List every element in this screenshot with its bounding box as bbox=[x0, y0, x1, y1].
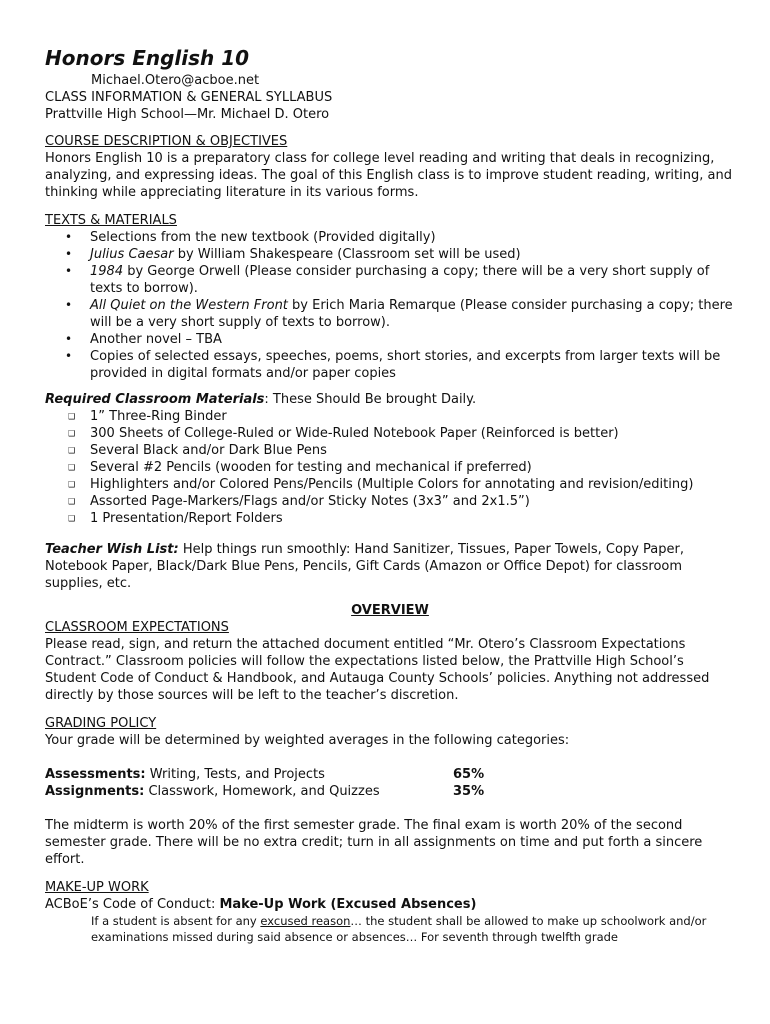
required-materials-list bbox=[45, 408, 735, 527]
checkbox-square-icon: ❑ bbox=[68, 480, 76, 489]
checkbox-square-icon: ❑ bbox=[68, 429, 76, 438]
texts-heading: TEXTS & MATERIALS bbox=[45, 213, 177, 228]
grading-heading: GRADING POLICY bbox=[45, 716, 157, 731]
grading-note: The midterm is worth 20% of the first semester grade. The final exam is worth 20% of the second semester grade. There will be no extra credit; turn in all assignments on time and put forth a sincere effort. bbox=[45, 818, 703, 867]
checkbox-square-icon: ❑ bbox=[68, 463, 76, 472]
overview-heading: OVERVIEW bbox=[351, 603, 429, 618]
makeup-policy-text: If a student is absent for any excused reason… the student shall be allowed to make up schoolwork and/or examinations missed during said absence or absences… For seventh through twelfth grade bbox=[91, 914, 707, 944]
course-heading: COURSE DESCRIPTION & OBJECTIVES bbox=[45, 134, 288, 149]
course-text: Honors English 10 is a preparatory class for college level reading and writing that deals in recognizing, analyzing, and expressing ideas. The goal of this English class is to improve student reading, writing, and thinking while appreciating literature in its various forms. bbox=[45, 151, 732, 200]
list-item: ❑ Several Black and/or Dark Blue Pens bbox=[68, 443, 327, 458]
list-item: • Another novel – TBA bbox=[65, 332, 222, 347]
list-item: • Selections from the new textbook (Provided digitally) bbox=[65, 230, 436, 245]
syllabus-page bbox=[45, 46, 735, 945]
checkbox-square-icon: ❑ bbox=[68, 446, 76, 455]
required-materials-heading: Required Classroom Materials: These Should Be brought Daily. bbox=[45, 392, 477, 407]
list-item: • 1984 by George Orwell (Please consider purchasing a copy; there will be a very short supply of texts to borrow). bbox=[65, 264, 710, 296]
list-item: • All Quiet on the Western Front by Erich Maria Remarque (Please consider purchasing a copy; there will be a very short supply of texts to borrow). bbox=[65, 298, 733, 330]
list-item: • Copies of selected essays, speeches, poems, short stories, and excerpts from larger texts will be provided in digital formats and/or paper copies bbox=[65, 349, 721, 381]
bullet-icon: • bbox=[65, 230, 73, 244]
bullet-icon: • bbox=[65, 247, 73, 261]
bullet-icon: • bbox=[65, 349, 73, 363]
checkbox-square-icon: ❑ bbox=[68, 514, 76, 523]
list-item: ❑ Assorted Page-Markers/Flags and/or Sticky Notes (3x3” and 2x1.5”) bbox=[68, 494, 530, 509]
texts-list bbox=[45, 229, 735, 382]
grade-row-assessments: Assessments: Writing, Tests, and Projects 65% bbox=[45, 767, 485, 782]
checkbox-square-icon: ❑ bbox=[68, 497, 76, 506]
teacher-email: Michael.Otero@acboe.net bbox=[91, 73, 260, 88]
list-item: ❑ Highlighters and/or Colored Pens/Pencils (Multiple Colors for annotating and revision/editing) bbox=[68, 477, 694, 492]
grading-intro: Your grade will be determined by weighted averages in the following categories: bbox=[45, 733, 570, 748]
teacher-wish-list: Teacher Wish List: Help things run smoothly: Hand Sanitizer, Tissues, Paper Towels, Copy Paper, Notebook Paper, Black/Dark Blue Pens, Pencils, Gift Cards (Amazon or Office Depot) for classroom supplies, etc. bbox=[45, 542, 684, 591]
bullet-icon: • bbox=[65, 298, 73, 312]
bullet-icon: • bbox=[65, 332, 73, 346]
page-title: Honors English 10 bbox=[45, 46, 250, 70]
expectations-heading: CLASSROOM EXPECTATIONS bbox=[45, 620, 229, 635]
list-item: ❑ 300 Sheets of College-Ruled or Wide-Ruled Notebook Paper (Reinforced is better) bbox=[68, 426, 619, 441]
list-item: ❑ 1” Three-Ring Binder bbox=[68, 409, 227, 424]
document-subtitle: CLASS INFORMATION & GENERAL SYLLABUS bbox=[45, 90, 333, 105]
list-item: ❑ 1 Presentation/Report Folders bbox=[68, 511, 283, 526]
grade-row-assignments: Assignments: Classwork, Homework, and Quizzes 35% bbox=[45, 784, 485, 799]
checkbox-square-icon: ❑ bbox=[68, 412, 76, 421]
code-of-conduct-line: ACBoE’s Code of Conduct: Make-Up Work (Excused Absences) bbox=[45, 897, 477, 912]
list-item: • Julius Caesar by William Shakespeare (Classroom set will be used) bbox=[65, 247, 521, 262]
expectations-text: Please read, sign, and return the attached document entitled “Mr. Otero’s Classroom Expectations Contract.” Classroom policies will follow the expectations listed below, the Prattville High School’s Student Code of Conduct & Handbook, and Autauga County Schools’ policies. Anything not addressed directly by those sources will be left to the teacher’s discretion. bbox=[45, 637, 710, 703]
school-line: Prattville High School—Mr. Michael D. Otero bbox=[45, 107, 330, 122]
list-item: ❑ Several #2 Pencils (wooden for testing and mechanical if preferred) bbox=[68, 460, 532, 475]
makeup-heading: MAKE-UP WORK bbox=[45, 880, 149, 895]
bullet-icon: • bbox=[65, 264, 73, 278]
